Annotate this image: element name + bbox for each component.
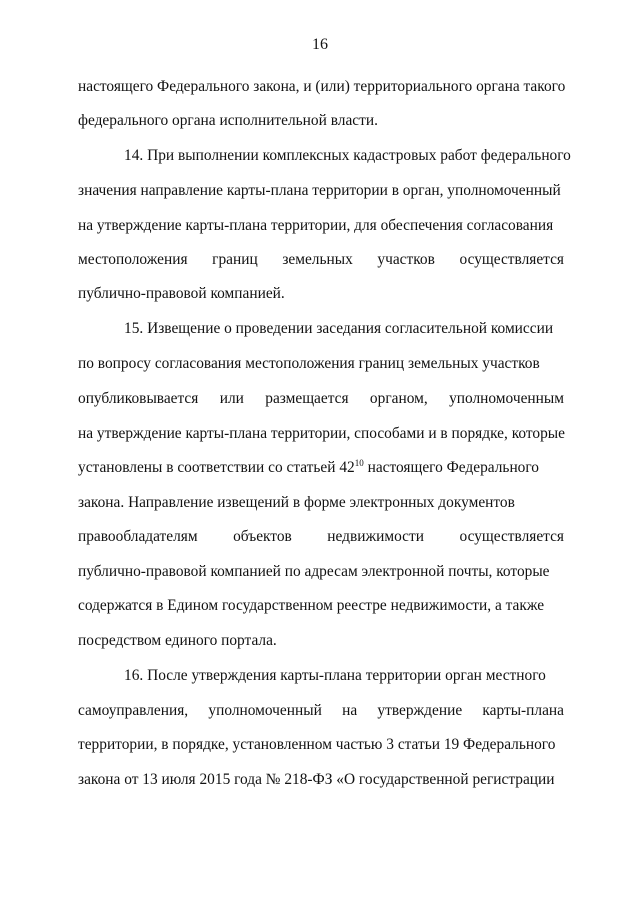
word: органом, [369, 390, 428, 407]
word: правообладателям [78, 528, 198, 545]
text-line: настоящего Федерального закона, и (или) территориального органа такого [78, 78, 566, 95]
text-fragment: установлены в соответствии со статьей 42 [78, 459, 355, 476]
word: опубликовывается [78, 390, 199, 407]
text-line: публично-правовой компанией. [78, 285, 285, 302]
text-fragment: настоящего Федерального [363, 459, 540, 476]
superscript: 10 [354, 458, 364, 468]
page-number: 16 [312, 36, 328, 53]
text-line [78, 250, 564, 270]
paragraph-14-start: 14. При выполнении комплексных кадастровых работ федерального [124, 147, 571, 164]
word: размещается [265, 390, 349, 407]
text-line [78, 527, 564, 547]
text-line [78, 458, 564, 478]
text-line: значения направление карты-плана территории в орган, уполномоченный [78, 182, 561, 199]
word: местоположения [78, 251, 188, 268]
text-line: по вопросу согласования местоположения границ земельных участков [78, 355, 540, 372]
paragraph-15-start: 15. Извещение о проведении заседания согласительной комиссии [124, 320, 554, 337]
text-line [78, 701, 564, 721]
text-line: содержатся в Едином государственном реестре недвижимости, а также [78, 597, 545, 614]
word: осуществляется [459, 251, 564, 268]
word: уполномоченным [449, 390, 564, 407]
word: объектов [233, 528, 292, 545]
word: недвижимости [327, 528, 424, 545]
word: границ [212, 251, 258, 268]
word: на [342, 702, 358, 719]
text-line: закона от 13 июля 2015 года № 218-ФЗ «О государственной регистрации [78, 771, 555, 788]
text-line: публично-правовой компанией по адресам электронной почты, которые [78, 563, 550, 580]
word: карты-плана [482, 702, 564, 719]
paragraph-16-start: 16. После утверждения карты-плана территории орган местного [124, 667, 546, 684]
text-line: на утверждение карты-плана территории, способами и в порядке, которые [78, 425, 565, 442]
word: уполномоченный [208, 702, 322, 719]
text-line [78, 389, 564, 409]
text-line: федерального органа исполнительной власти. [78, 112, 378, 129]
text-line: территории, в порядке, установленном частью 3 статьи 19 Федерального [78, 736, 556, 753]
text-line: на утверждение карты-плана территории, для обеспечения согласования [78, 217, 554, 234]
text-line: закона. Направление извещений в форме электронных документов [78, 494, 515, 511]
text-line: посредством единого портала. [78, 632, 277, 649]
word: самоуправления, [78, 702, 189, 719]
word: земельных [282, 251, 353, 268]
word: утверждение [377, 702, 463, 719]
word: участков [377, 251, 435, 268]
word: осуществляется [459, 528, 564, 545]
word: или [219, 390, 244, 407]
